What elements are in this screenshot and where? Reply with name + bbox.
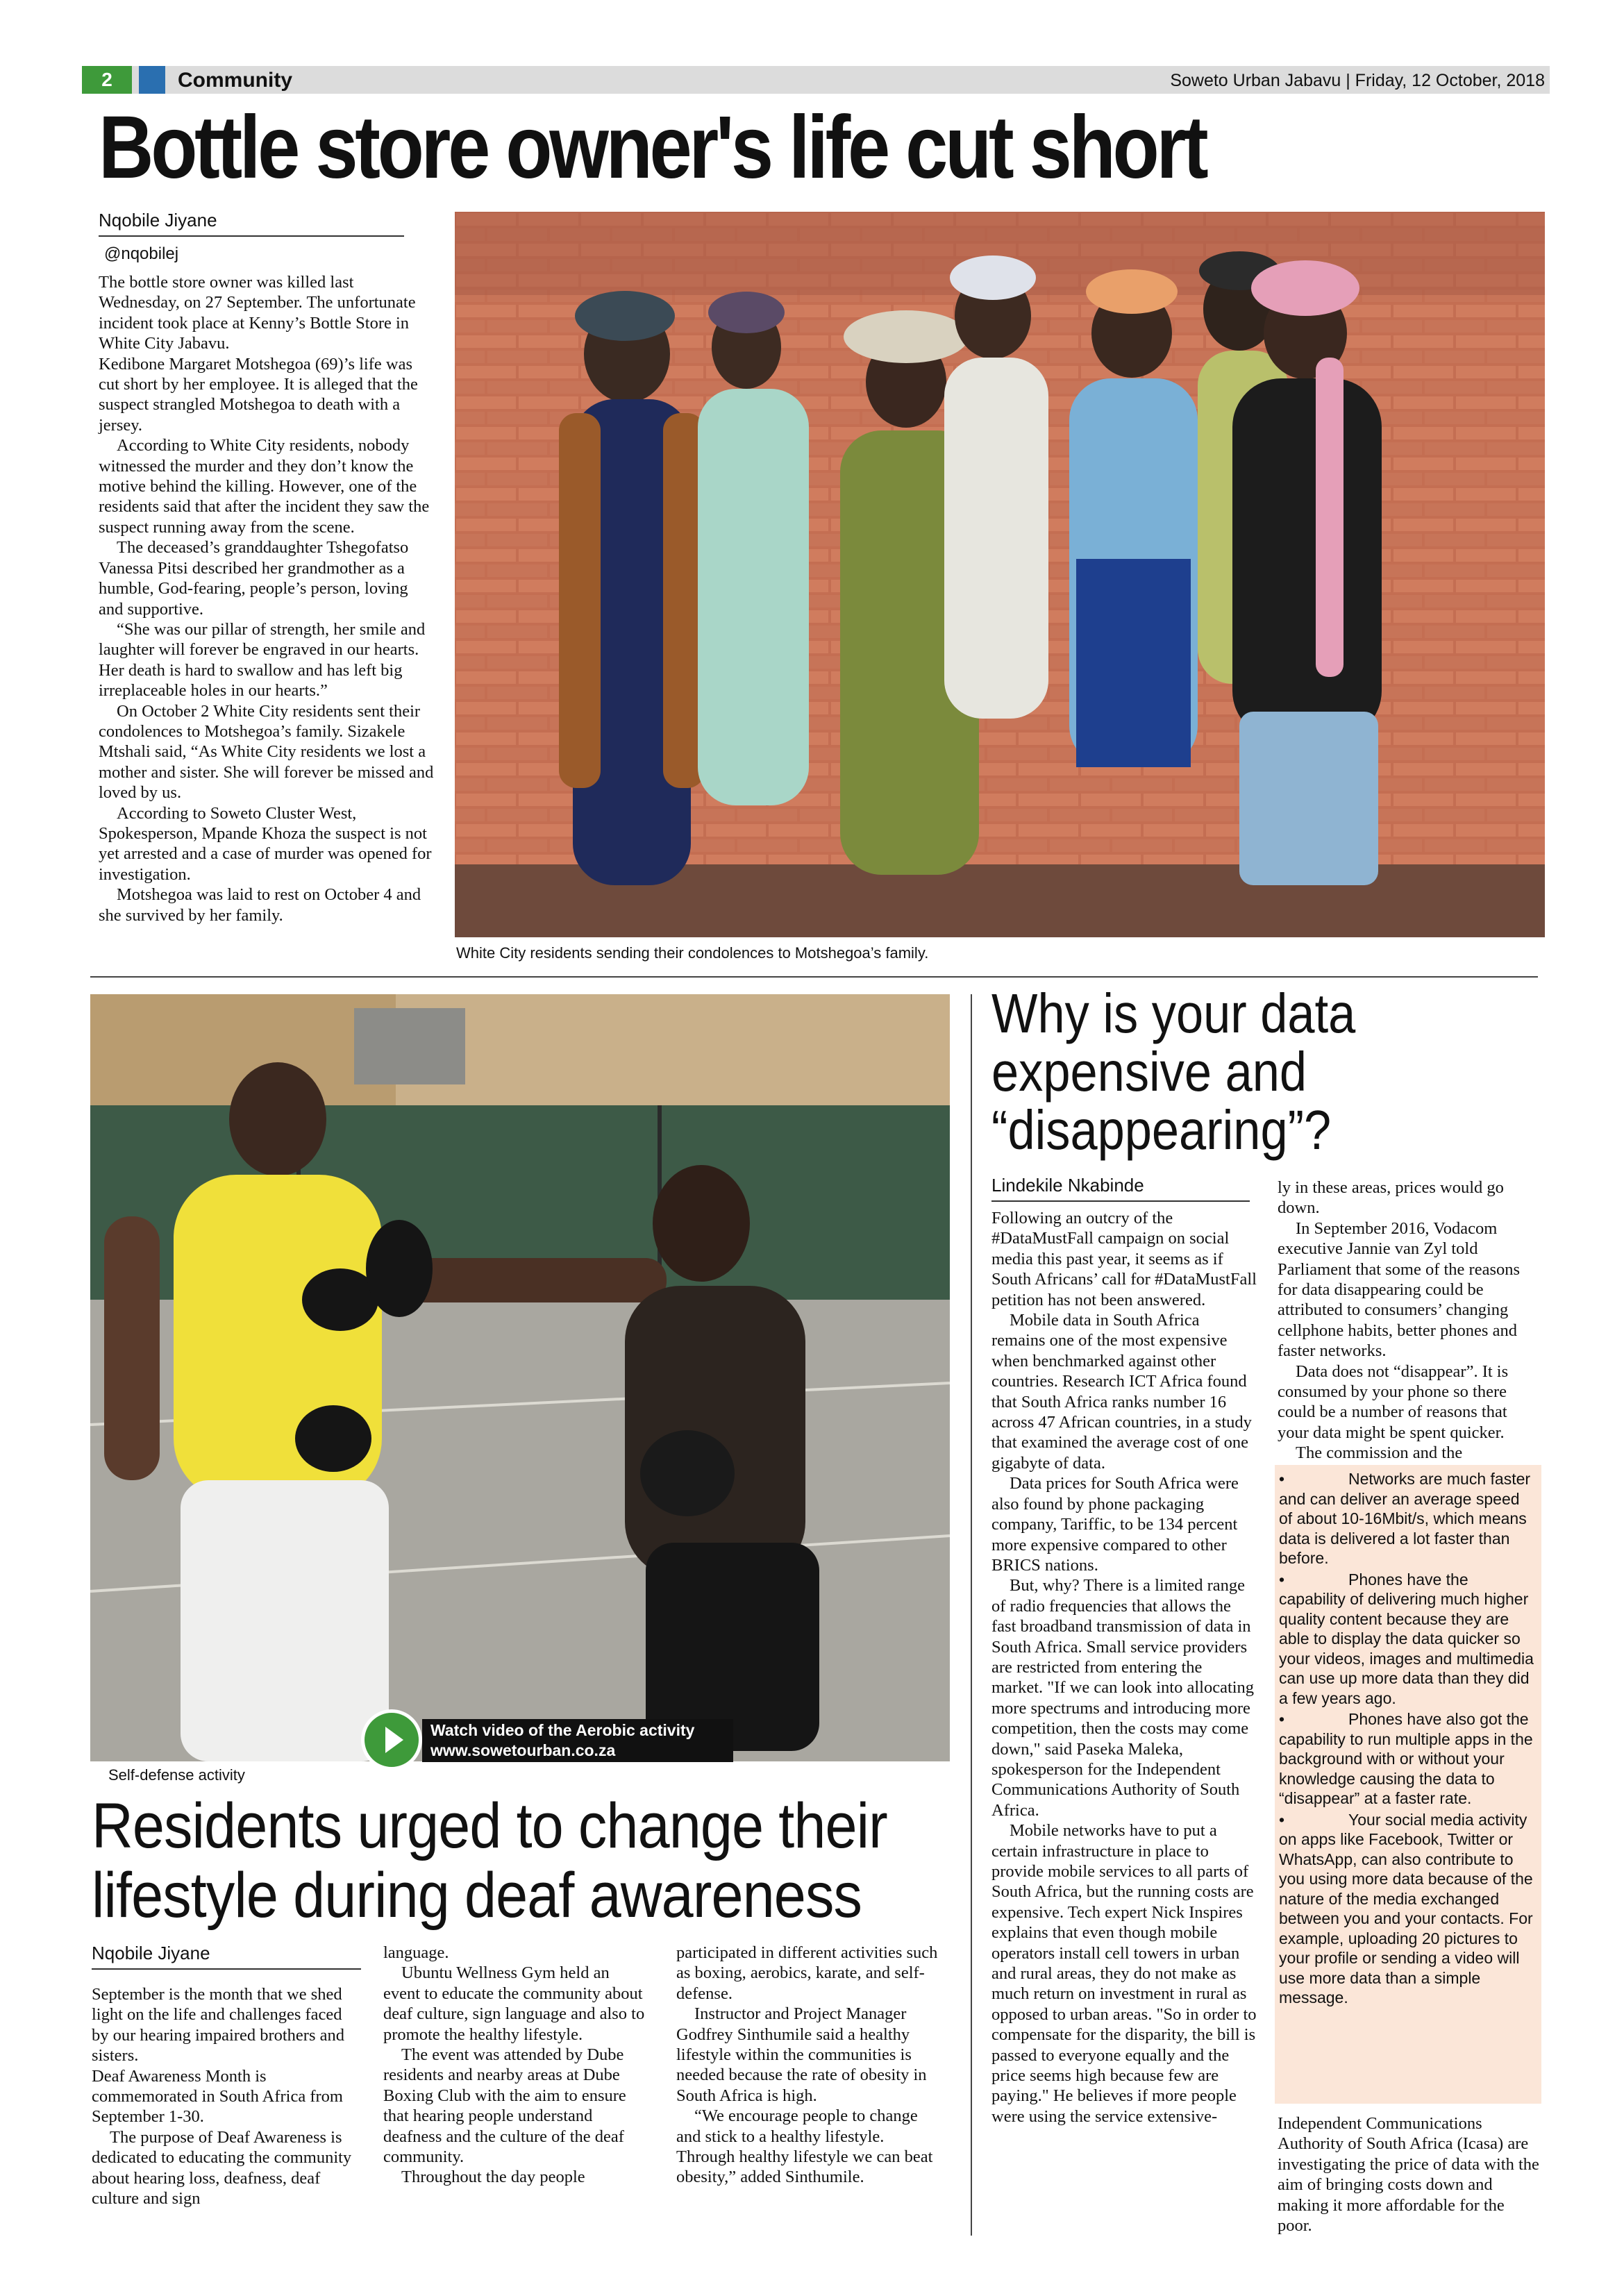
paragraph: The purpose of Deaf Awareness is dedicated to educating the community about hearing loss, deafness, deaf culture and sign [92,2127,352,2209]
paragraph: ly in these areas, prices would go down. [1278,1178,1504,1218]
bullet-symbol: • [1279,1810,1285,1829]
story3-col2 [1278,1178,1541,1464]
paragraph: Ubuntu Wellness Gym held an event to educate the community about deaf culture, sign language and also to promote the healthy lifestyle. [383,1963,645,2044]
story3-headline-line: expensive and [991,1041,1307,1103]
paragraph: According to White City residents, nobody witnessed the murder and they don’t know the motive behind the killing. However, one of the residents said that after the incident they saw the suspect running away from the scene. [99,436,430,537]
paragraph: On October 2 White City residents sent their condolences to Motshegoa’s family. Sizakele Mtshali said, “As White City residents we lost a mother and sister. She will forever be missed and loved by us. [99,701,434,803]
video-link-banner[interactable] [422,1719,733,1762]
bullet-text: Phones have the capability of delivering much higher quality content because they are able to display the data quicker so your videos, images and multimedia can use up more data than they did a few years ago. [1279,1570,1534,1707]
story2-photo-caption: Self-defense activity [108,1766,245,1784]
data-tips-box [1275,1465,1541,2104]
paragraph: Data does not “disappear”. It is consumed by your phone so there could be a number of reasons that your data might be spent quicker. [1278,1361,1509,1442]
paragraph: The event was attended by Dube residents and nearby areas at Dube Boxing Club with the aim to ensure that hearing people understand deafness and the culture of the deaf community. [383,2045,626,2167]
paragraph: Instructor and Project Manager Godfrey Sinthumile said a healthy lifestyle within the communities is needed because the rate of obesity in South Africa is high. [676,2004,927,2105]
publication-date: Soweto Urban Jabavu | Friday, 12 October, 2018 [1170,71,1545,90]
video-link-title: Watch video of the Aerobic activity [430,1721,695,1739]
residents-group-photo-art [455,212,1545,937]
story1-headline: Bottle store owner's life cut short [99,98,1206,197]
story1-byline: Nqobile Jiyane [99,210,404,237]
bullet-item [1279,1810,1537,2008]
story3-headline-line: “disappearing”? [991,1099,1332,1161]
bullet-text: Your social media activity on apps like Facebook, Twitter or WhatsApp, can also contribute to you using more data because of the nature of the media exchanged between you and your contacts. For example, uploading 20 pictures to your profile or sending a video will use more data than a simple message. [1279,1810,1533,2006]
story3-headline [991,984,1355,1159]
story2-headline-line: Residents urged to change their [92,1791,887,1861]
story3-col1 [991,1208,1257,2127]
video-link-url[interactable]: www.sowetourban.co.za [430,1741,616,1759]
bullet-symbol: • [1279,1710,1285,1728]
paragraph: According to Soweto Cluster West, Spokesperson, Mpande Khoza the suspect is not yet arrested and a case of murder was opened for investigation. [99,803,432,884]
story3-byline: Lindekile Nkabinde [991,1175,1250,1202]
bullet-text: Networks are much faster and can deliver an average speed of about 10-16Mbit/s, which means data is delivered a lot faster than before. [1279,1470,1531,1567]
paragraph: The bottle store owner was killed last Wednesday, on 27 September. The unfortunate incident took place at Kenny’s Bottle Store in White City Jabavu. [99,273,416,353]
paragraph: Throughout the day people [401,2168,585,2187]
story2-col3 [676,1943,943,2188]
paragraph: In September 2016, Vodacom executive Jannie van Zyl told Parliament that some of the reasons for data disappearing could be attributed to consumers’ changing cellphone habits, better phones and faster networks. [1278,1218,1521,1361]
vertical-divider [971,994,972,2236]
paragraph: Independent Communications Authority of South Africa (Icasa) are investigating the price of data with the aim of bringing costs down and making it more affordable for the poor. [1278,2114,1539,2236]
story1-photo-caption: White City residents sending their condolences to Motshegoa’s family. [456,944,929,962]
bullet-symbol: • [1279,1470,1285,1488]
paragraph: Mobile data in South Africa remains one of the most expensive when benchmarked against other countries. Research ICT Africa found that South Africa ranks number 16 across 47 African countries, in a study that examined the average cost of one gigabyte of data. [991,1311,1252,1473]
story2-col1 [92,1984,358,2209]
paragraph: Following an outcry of the #DataMustFall campaign on social media this past year, it seems as if South Africans’ call for #DataMustFall petition has not been answered. [991,1209,1257,1309]
section-label: Community [178,69,292,92]
section-marker [139,66,165,94]
self-defense-photo-art [90,994,950,1761]
paragraph: Motshegoa was laid to rest on October 4 and she survived by her family. [99,885,421,925]
bullet-text: Phones have also got the capability to run multiple apps in the background with or without your knowledge causing the data to “disappear” at a faster rate. [1279,1710,1533,1807]
story2-headline [92,1791,887,1930]
paragraph: But, why? There is a limited range of radio frequencies that allows the fast broadband transmission of data in South Africa. Small service providers are restricted from entering the market. "If we can look into allocating more spectrums and introducing more competition, then the costs may come down," said Paseka Maleka, spokesperson for the Independent Communications Authority of South Africa. [991,1576,1255,1820]
paragraph: language. [383,1943,449,1962]
paragraph: “She was our pillar of strength, her smile and laughter will forever be engraved in our hearts. Her death is hard to swallow and has left big irreplaceable holes in our hearts.” [99,619,426,701]
paragraph: September is the month that we shed light on the life and challenges faced by our hearing impaired brothers and sisters. [92,1985,344,2065]
play-icon [365,1713,419,1767]
paragraph: Mobile networks have to put a certain infrastructure in place to provide mobile services to all parts of South Africa, but the running costs are expensive. Tech expert Nick Inspires explains that even though mobile operators install cell towers in urban and rural areas, they do not make as much return on investment in rural as opposed to urban areas. "So in order to compensate for the disparity, the bill is passed to everyone equally and the price seems high because few are paying." He believes if more people were using the service extensive- [991,1821,1257,2126]
bullet-item [1279,1709,1537,1809]
residents-group-photo [455,212,1545,937]
bullet-symbol: • [1279,1570,1285,1589]
paragraph: Kedibone Margaret Motshegoa (69)’s life was cut short by her employee. It is alleged that the suspect strangled Motshegoa to death with a jersey. [99,354,418,435]
bullet-item [1279,1469,1537,1568]
paragraph: The deceased’s granddaughter Tshegofatso Vanessa Pitsi described her grandmother as a humble, God-fearing, people’s person, loving and supportive. [99,538,409,619]
story1-handle: @nqobilej [104,244,179,263]
story2-col2 [383,1943,650,2188]
horizontal-divider [90,976,1538,978]
story2-headline-line: lifestyle during deaf awareness [92,1860,862,1931]
paragraph: “We encourage people to change and stick to a healthy lifestyle. Through healthy lifestyle we can beat obesity,” added Sinthumile. [676,2106,933,2187]
story2-byline: Nqobile Jiyane [92,1943,361,1970]
page-number: 2 [82,66,132,94]
video-play-button[interactable] [361,1709,422,1770]
paragraph: Data prices for South Africa were also found by phone packaging company, Tariffic, to be 134 percent more expensive compared to other BRICS nations. [991,1474,1239,1575]
paragraph: participated in different activities such as boxing, aerobics, karate, and self-defense. [676,1943,938,2003]
paragraph: Deaf Awareness Month is commemorated in South Africa from September 1-30. [92,2066,343,2127]
story3-after-box [1278,2113,1541,2236]
paragraph: The commission and the [1296,1443,1463,1463]
self-defense-photo [90,994,950,1761]
story1-body [99,272,436,925]
bullet-item [1279,1570,1537,1709]
story3-headline-line: Why is your data [991,982,1356,1044]
